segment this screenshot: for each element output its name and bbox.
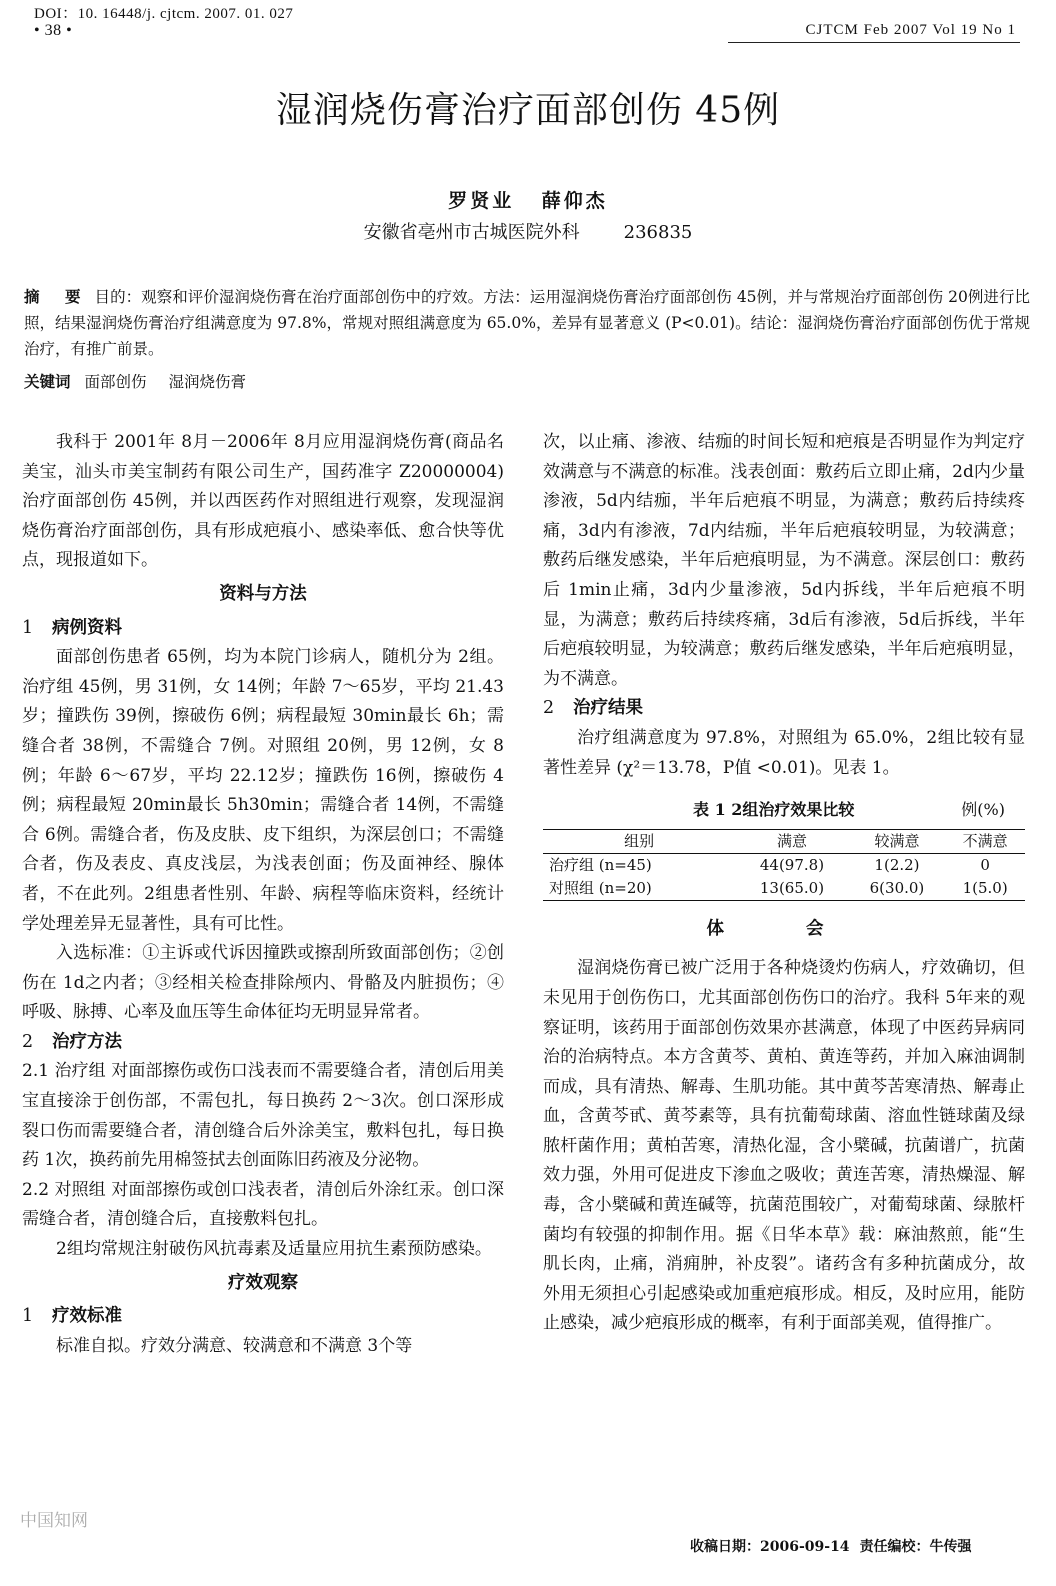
page-number: • 38 • <box>34 22 73 39</box>
subsection-title: 病例资料 <box>52 617 122 638</box>
affiliation-zip: 236835 <box>623 222 693 243</box>
section-heading: 体 会 <box>706 918 862 939</box>
subsection-number: 2 <box>543 698 555 719</box>
paragraph: 入选标准：①主诉或代诉因撞跌或擦刮所致面部创伤；②创伤在 1d之内者；③经相关检查排除颅内、骨骼及内脏损伤；④呼吸、脉搏、心率及血压等生命体征均无明显异常者。 <box>22 943 504 1023</box>
affiliation <box>0 218 1056 244</box>
abstract <box>24 284 1030 362</box>
table-title: 表 1 2组治疗效果比较 <box>693 800 855 820</box>
affiliation-name: 安徽省亳州市古城医院外科 <box>363 222 580 243</box>
subsection-heading <box>22 614 504 644</box>
subsection-title: 治疗方法 <box>52 1031 122 1052</box>
paragraph: 2.1 治疗组 对面部擦伤或伤口浅表而不需要缝合者，清创后用美宝直接涂于创伤部，不需包扎，每日换药 2～3次。创口深形成裂口伤而需要缝合者，清创缝合后外涂美宝，敷料包扎，每日换药 1次，换药前先用棉签拭去创面陈旧药液及分泌物。 <box>22 1061 504 1171</box>
table-row <box>543 877 1025 901</box>
right-column <box>543 428 1025 1339</box>
table-cell: 44(97.8) <box>759 855 825 874</box>
authors: 罗贤业 薛仰杰 <box>448 190 608 212</box>
table-unit: 例(%) <box>961 800 1005 820</box>
intro-paragraph: 我科于 2001年 8月－2006年 8月应用湿润烧伤膏(商品名美宝，汕头市美宝制药有限公司生产，国药准字 Z20000004)治疗面部创伤 45例，并以西医药作对照组进行观察，发现湿润烧伤膏治疗面部创伤，具有形成疤痕小、感染率低、愈合快等优点，现报道如下。 <box>22 432 504 571</box>
header-rule <box>728 42 1020 43</box>
table-header: 较满意 <box>874 831 920 850</box>
table-header: 不满意 <box>962 831 1008 850</box>
table-cell: 1(2.2) <box>874 855 920 874</box>
subsection-heading <box>543 694 1025 724</box>
keyword: 湿润烧伤膏 <box>168 373 247 391</box>
paragraph: 次，以止痛、渗液、结痂的时间长短和疤痕是否明显作为判定疗效满意与不满意的标准。浅表创面：敷药后立即止痛，2d内少量渗液，5d内结痂，半年后疤痕不明显，为满意；敷药后持续疼痛，3d内有渗液，7d内结痂，半年后疤痕较明显，为较满意；敷药后继发感染，半年后疤痕明显，为不满意。深层创口：敷药后 1min止痛，3d内少量渗液，5d内拆线，半年后疤痕不明显，为满意；敷药后持续疼痛，3d后有渗液，5d后拆线，半年后疤痕较明显，为较满意；敷药后继发感染，半年后疤痕明显，为不满意。 <box>543 432 1025 689</box>
abstract-label: 摘 要 <box>24 287 91 306</box>
paragraph: 面部创伤患者 65例，均为本院门诊病人，随机分为 2组。治疗组 45例，男 31例，女 14例；年龄 7～65岁，平均 21.43岁；撞跌伤 39例，擦破伤 6例；病程最短 30min最长 6h；需缝合者 38例，不需缝合 7例。对照组 20例，男 12例，女 8例；年龄 6～67岁，平均 22.12岁；撞跌伤 16例，擦破伤 4例；病程最短 20min最长 5h30min；需缝合者 14例，不需缝合 6例。需缝合者，伤及皮肤、皮下组织，为深层创口；不需缝合者，伤及表皮、真皮浅层，为浅表创面；伤及面神经、腺体者，不在此列。2组患者性别、年龄、病程等临床资料，经统计学处理差异无显著性，具有可比性。 <box>22 647 504 934</box>
keyword: 面部创伤 <box>84 373 147 391</box>
subsection-number: 1 <box>22 1306 34 1327</box>
responsible-editor: 责任编校：牛传强 <box>859 1539 972 1555</box>
watermark: 中国知网 <box>20 1511 88 1531</box>
left-column <box>22 428 504 1361</box>
paragraph: 2组均常规注射破伤风抗毒素及适量应用抗生素预防感染。 <box>56 1239 492 1260</box>
abstract-text: 目的：观察和评价湿润烧伤膏在治疗面部创伤中的疗效。方法：运用湿润烧伤膏治疗面部创伤 45例，并与常规治疗面部创伤 20例进行比照，结果湿润烧伤膏治疗组满意度为 97.8%，常规对照组满意度为 65.0%，差异有显著意义 (P<0.01)。结论：湿润烧伤膏治疗面部创伤优于常规治疗，有推广前景。 <box>24 288 1030 358</box>
subsection-heading <box>22 1028 504 1058</box>
subsection-number: 1 <box>22 617 34 638</box>
table-cell: 13(65.0) <box>759 878 825 897</box>
subsection-number: 2 <box>22 1031 34 1052</box>
section-heading: 疗效观察 <box>228 1272 298 1293</box>
table-cell: 治疗组 (n=45) <box>549 855 652 874</box>
paragraph: 2.2 对照组 对面部擦伤或创口浅表者，清创后外涂红汞。创口深需缝合者，清创缝合后，直接敷料包扎。 <box>22 1179 504 1230</box>
section-heading: 资料与方法 <box>219 583 307 604</box>
subsection-title: 治疗结果 <box>573 698 643 719</box>
keywords-label: 关键词 <box>24 372 71 391</box>
keywords <box>24 370 268 392</box>
subsection-heading <box>22 1302 504 1332</box>
table-header-row <box>543 829 1025 853</box>
received-date: 收稿日期：2006-09-14 <box>690 1539 850 1555</box>
table-cell: 1(5.0) <box>962 878 1008 897</box>
table-cell: 对照组 (n=20) <box>549 878 652 897</box>
table-cell: 6(30.0) <box>869 878 925 897</box>
table-cell: 0 <box>980 855 990 874</box>
table-caption <box>543 795 1025 825</box>
footer <box>690 1536 982 1556</box>
table-header: 组别 <box>624 831 655 850</box>
doi-line: DOI：10. 16448/j. cjtcm. 2007. 01. 027 <box>34 6 294 22</box>
paragraph: 治疗组满意度为 97.8%，对照组为 65.0%，2组比较有显著性差异 (χ²＝13.78，P值 <0.01)。见表 1。 <box>543 727 1025 778</box>
table-header: 满意 <box>776 831 807 850</box>
paragraph: 湿润烧伤膏已被广泛用于各种烧烫灼伤病人，疗效确切，但未见用于创伤伤口，尤其面部创伤伤口的治疗。我科 5年来的观察证明，该药用于面部创伤效果亦甚满意，体现了中医药异病同治的治病特点。本方含黄芩、黄柏、黄连等药，并加入麻油调制而成，具有清热、解毒、生肌功能。其中黄芩苦寒清热、解毒止血，含黄芩甙、黄芩素等，具有抗葡萄球菌、溶血性链球菌及绿脓杆菌作用；黄柏苦寒，清热化湿，含小檗碱，抗菌谱广，抗菌效力强，外用可促进皮下渗血之吸收；黄连苦寒，清热燥湿、解毒，含小檗碱和黄连碱等，抗菌范围较广，对葡萄球菌、绿脓杆菌均有较强的抑制作用。据《日华本草》载：麻油熬煎，能“生肌长肉，止痛，消痈肿，补皮裂”。诸药含有多种抗菌成分，故外用无须担心引起感染或加重疤痕形成。相反，及时应用，能防止感染，减少疤痕形成的概率，有利于面部美观，值得推广。 <box>543 958 1025 1334</box>
table-row <box>543 853 1025 877</box>
subsection-title: 疗效标准 <box>52 1306 122 1327</box>
paragraph: 标准自拟。疗效分满意、较满意和不满意 3个等 <box>56 1335 413 1356</box>
journal-info: CJTCM Feb 2007 Vol 19 No 1 <box>805 22 1016 38</box>
results-table <box>543 829 1025 901</box>
article-title: 湿润烧伤膏治疗面部创伤 45例 <box>275 90 781 131</box>
